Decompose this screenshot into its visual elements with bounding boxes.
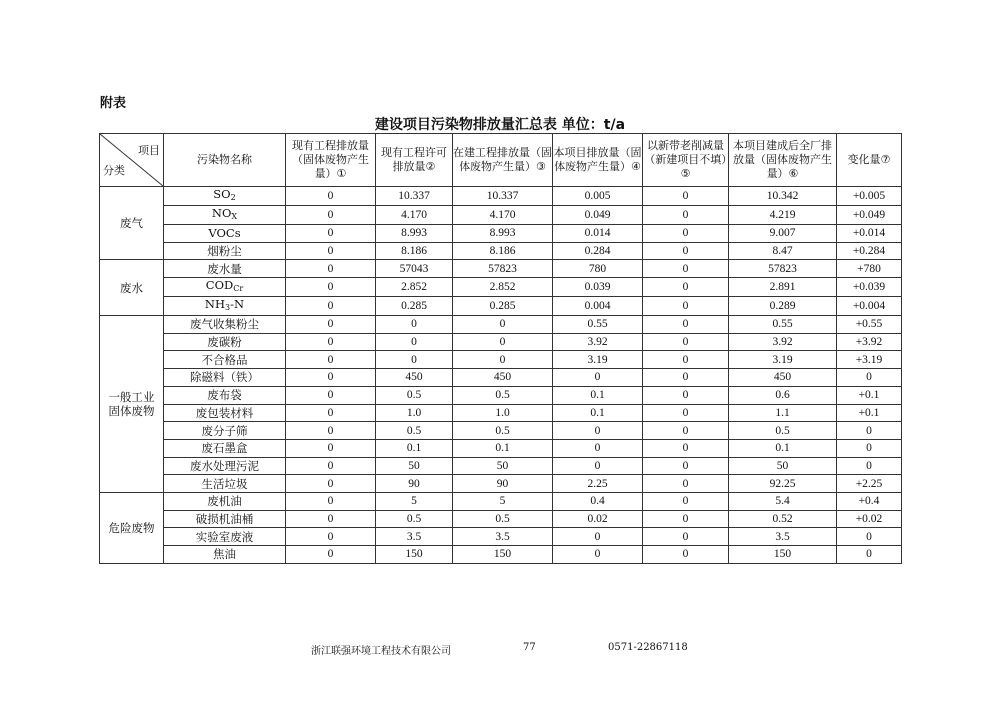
value-cell: 2.852 [453,278,553,297]
value-cell: 0.5 [376,422,453,440]
table-row [100,386,902,404]
table-row [100,369,902,387]
pollutant-name-cell [164,369,286,387]
value-cell: 0 [286,316,376,334]
value-cell: 5.4 [729,492,837,510]
value-cell: 0 [837,457,902,475]
value-cell: 0.1 [729,439,837,457]
table-row [100,546,902,564]
table-row [100,187,902,206]
pollutant-name-cell [164,260,286,278]
pollutant-name: 废水处理污泥 [190,458,259,473]
pollutant-name: 烟粉尘 [207,244,242,259]
pollutant-name: NO [211,206,232,220]
value-cell: 0 [286,475,376,493]
pollutant-name-cell [164,528,286,546]
pollutant-name-cell [164,404,286,422]
value-cell: 2.852 [376,278,453,297]
pollutant-name-cell [164,475,286,493]
value-cell: 0 [376,333,453,351]
value-cell: 0 [643,422,729,440]
value-cell: 0 [553,546,643,564]
value-cell: 8.186 [376,242,453,260]
pollutant-name: 废布袋 [207,388,242,403]
table-row [100,206,902,225]
value-cell: 0 [553,457,643,475]
table-row [100,492,902,510]
value-cell: 0 [286,187,376,206]
table-row [100,528,902,546]
table-title: 建设项目污染物排放量汇总表 单位：t/a [374,117,626,133]
value-cell: 0 [643,439,729,457]
value-cell: 0 [837,369,902,387]
value-cell: 0 [553,439,643,457]
value-cell: +0.284 [837,242,902,260]
value-cell: 0.284 [553,242,643,260]
value-cell: 0.285 [376,297,453,316]
value-cell: 1.0 [453,404,553,422]
value-cell: +0.55 [837,316,902,334]
value-cell: 4.170 [453,206,553,225]
table-row [100,333,902,351]
pollutant-name-cell [164,278,286,297]
value-cell: 0 [643,225,729,243]
value-cell: 50 [453,457,553,475]
value-cell: 2.25 [553,475,643,493]
value-cell: 0 [643,510,729,528]
table-body [100,187,902,564]
table-row [100,297,902,316]
value-cell: 0.5 [729,422,837,440]
value-cell: 0 [643,187,729,206]
value-cell: 0.004 [553,297,643,316]
pollutant-name-cell [164,206,286,225]
value-cell: 0 [553,369,643,387]
value-cell: 0.5 [453,510,553,528]
value-cell: 0 [286,528,376,546]
value-cell: 780 [553,260,643,278]
value-cell: 0.5 [376,510,453,528]
footer-phone: 0571-22867118 [608,642,688,653]
value-cell: +2.25 [837,475,902,493]
value-cell: +0.1 [837,404,902,422]
pollutant-name-cell [164,422,286,440]
value-cell: 0.1 [553,386,643,404]
value-cell: 5 [453,492,553,510]
value-cell: 0 [376,351,453,369]
value-cell: 0.039 [553,278,643,297]
value-cell: 0 [286,333,376,351]
value-cell: 10.337 [453,187,553,206]
pollutant-name: 废包装材料 [195,405,254,420]
value-cell: 0 [286,386,376,404]
pollutant-name: 废碳粉 [207,335,242,350]
value-cell: 0 [837,422,902,440]
pollutant-name: 除磁料（铁） [190,370,259,385]
pollutant-name-cell [164,546,286,564]
value-cell: 10.342 [729,187,837,206]
value-cell: 0.02 [553,510,643,528]
value-cell: 57823 [453,260,553,278]
value-cell: 4.170 [376,206,453,225]
value-cell: 150 [453,546,553,564]
table-row [100,404,902,422]
pollutant-name-header: 污染物名称 [164,134,286,187]
value-cell: 3.92 [729,333,837,351]
pollutant-name: 废分子筛 [201,423,248,438]
value-cell: 0 [837,439,902,457]
value-cell: 0 [643,351,729,369]
value-cell: 3.5 [729,528,837,546]
value-cell: 0 [453,316,553,334]
value-cell: 1.1 [729,404,837,422]
value-cell: 0 [643,546,729,564]
value-cell: 450 [453,369,553,387]
value-cell: 0 [643,475,729,493]
value-cell: 8.993 [376,225,453,243]
existing-emission-header: 现有工程排放量（固体废物产生量）① [286,134,376,187]
table-row [100,475,902,493]
pollutant-name: 废石墨盒 [201,441,248,456]
pollutant-name-cell [164,242,286,260]
change-header: 变化量⑦ [837,134,902,187]
under-construction-header: 在建工程排放量（固体废物产生量）③ [453,134,553,187]
value-cell: 0 [286,351,376,369]
pollutant-subscript: 2 [230,193,236,202]
value-cell: 0 [286,225,376,243]
value-cell: 3.5 [453,528,553,546]
table-row [100,225,902,243]
value-cell: 0 [286,492,376,510]
value-cell: 50 [729,457,837,475]
value-cell: 8.186 [453,242,553,260]
pollutant-name: 废水量 [207,261,242,276]
value-cell: 0 [286,510,376,528]
pollutant-name-cell [164,510,286,528]
value-cell: 50 [376,457,453,475]
diagonal-line-icon [100,134,163,186]
value-cell: +0.1 [837,386,902,404]
value-cell: 0 [376,316,453,334]
pollutant-name: SO [213,187,231,201]
value-cell: 0 [643,316,729,334]
value-cell: 0 [643,333,729,351]
value-cell: 0 [643,369,729,387]
table-row [100,510,902,528]
value-cell: 450 [376,369,453,387]
value-cell: 0.52 [729,510,837,528]
value-cell: 3.92 [553,333,643,351]
pollutant-summary-table [99,133,902,564]
value-cell: 0 [286,369,376,387]
category-cell: 废水 [100,260,164,316]
table-row [100,260,902,278]
pollutant-name: 废机油 [207,494,242,509]
value-cell: +0.039 [837,278,902,297]
category-cell: 一般工业固体废物 [100,316,164,493]
table-row [100,278,902,297]
value-cell: +3.19 [837,351,902,369]
value-cell: 0 [643,457,729,475]
pollutant-name-cell [164,439,286,457]
value-cell: 0.1 [376,439,453,457]
value-cell: 0.285 [453,297,553,316]
value-cell: +0.004 [837,297,902,316]
value-cell: 0.5 [453,422,553,440]
value-cell: 0 [643,242,729,260]
category-cell: 危险废物 [100,492,164,563]
pollutant-name-cell [164,333,286,351]
pollutant-name: 破损机油桶 [195,511,254,526]
value-cell: 0 [643,206,729,225]
category-cell: 废气 [100,187,164,260]
value-cell: 0 [643,297,729,316]
value-cell: 1.0 [376,404,453,422]
plant-total-header: 本项目建成后全厂排放量（固体废物产生量）⑥ [729,134,837,187]
value-cell: 3.5 [376,528,453,546]
value-cell: 0.005 [553,187,643,206]
table-row [100,351,902,369]
value-cell: 0 [837,546,902,564]
old-reduction-header: 以新带老削减量（新建项目不填）⑤ [643,134,729,187]
value-cell: 0.1 [553,404,643,422]
value-cell: 0.55 [729,316,837,334]
value-cell: 0.289 [729,297,837,316]
pollutant-name-cell [164,187,286,206]
value-cell: 2.891 [729,278,837,297]
value-cell: 0.55 [553,316,643,334]
table-row [100,316,902,334]
pollutant-name: 废气收集粉尘 [190,317,259,332]
value-cell: 0 [553,422,643,440]
value-cell: 90 [376,475,453,493]
value-cell: 0.5 [376,386,453,404]
value-cell: 0.1 [453,439,553,457]
value-cell: 92.25 [729,475,837,493]
pollutant-suffix: -N [230,297,245,312]
header-row [100,134,902,187]
value-cell: 0 [643,528,729,546]
value-cell: +0.049 [837,206,902,225]
pollutant-name: NH [204,297,226,312]
value-cell: 0 [286,278,376,297]
pollutant-name-cell [164,492,286,510]
value-cell: 0 [453,351,553,369]
value-cell: 450 [729,369,837,387]
value-cell: 0 [286,242,376,260]
value-cell: 9.007 [729,225,837,243]
value-cell: 0.4 [553,492,643,510]
value-cell: 3.19 [553,351,643,369]
pollutant-name-cell [164,316,286,334]
value-cell: +0.005 [837,187,902,206]
value-cell: 0 [643,278,729,297]
value-cell: 0.014 [553,225,643,243]
value-cell: 0 [553,528,643,546]
value-cell: 0 [643,492,729,510]
value-cell: 57823 [729,260,837,278]
value-cell: 5 [376,492,453,510]
pollutant-name-cell [164,225,286,243]
value-cell: 0.049 [553,206,643,225]
pollutant-subscript: 3 [225,303,231,313]
value-cell: 8.47 [729,242,837,260]
pollutant-name: 生活垃圾 [201,476,248,491]
value-cell: 0 [286,206,376,225]
value-cell: 0 [286,457,376,475]
attachment-label: 附表 [100,96,127,111]
corner-project-label: 项目 [138,144,160,157]
corner-category-label: 分类 [103,164,125,177]
table-row [100,457,902,475]
value-cell: 0 [643,404,729,422]
pollutant-name: COD [205,278,234,293]
footer-company: 浙江联强环境工程技术有限公司 [311,646,451,657]
value-cell: 0 [286,297,376,316]
table-row [100,439,902,457]
pollutant-name-cell [164,297,286,316]
pollutant-name-cell [164,457,286,475]
pollutant-name: 不合格品 [201,352,248,367]
pollutant-subscript: Cr [233,284,244,294]
value-cell: 0 [286,439,376,457]
value-cell: 0 [643,260,729,278]
value-cell: 3.19 [729,351,837,369]
value-cell: 0 [286,422,376,440]
pollutant-name: VOCs [208,226,241,241]
value-cell: +3.92 [837,333,902,351]
value-cell: +0.4 [837,492,902,510]
pollutant-subscript: X [231,212,238,221]
value-cell: 0 [837,528,902,546]
value-cell: 0.5 [453,386,553,404]
value-cell: 8.993 [453,225,553,243]
this-project-header: 本项目排放量（固体废物产生量）④ [553,134,643,187]
table-row [100,422,902,440]
value-cell: 0 [286,546,376,564]
value-cell: 0 [643,386,729,404]
value-cell: +780 [837,260,902,278]
value-cell: 150 [376,546,453,564]
pollutant-name-cell [164,386,286,404]
value-cell: 57043 [376,260,453,278]
value-cell: 0 [286,404,376,422]
value-cell: 0 [453,333,553,351]
value-cell: 10.337 [376,187,453,206]
value-cell: 150 [729,546,837,564]
value-cell: 0.6 [729,386,837,404]
footer-page-number: 77 [523,642,536,653]
value-cell: 4.219 [729,206,837,225]
pollutant-name: 实验室废液 [195,529,254,544]
value-cell: +0.014 [837,225,902,243]
pollutant-name: 焦油 [213,547,236,562]
value-cell: +0.02 [837,510,902,528]
pollutant-name-cell [164,351,286,369]
value-cell: 90 [453,475,553,493]
existing-permit-header: 现有工程许可排放量② [376,134,453,187]
value-cell: 0 [286,260,376,278]
corner-header-cell [100,134,164,187]
table-row [100,242,902,260]
